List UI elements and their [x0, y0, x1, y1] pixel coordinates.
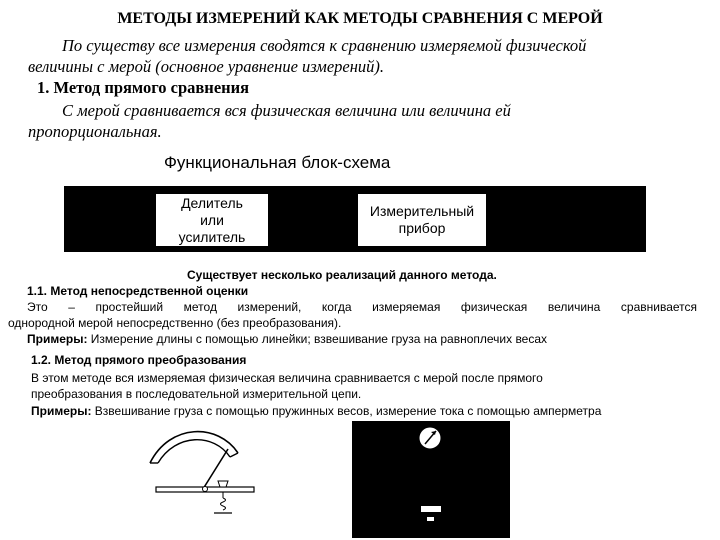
examples-text: Взвешивание груза с помощью пружинных весов, измерение тока с помощью амперметра	[91, 404, 602, 418]
scale-weight	[218, 481, 228, 487]
page-title: МЕТОДЫ ИЗМЕРЕНИЙ КАК МЕТОДЫ СРАВНЕНИЯ С МЕРОЙ	[117, 10, 603, 27]
spring-scale-illustration	[148, 425, 258, 525]
intro-line-2: величины с мерой (основное уравнение измерений).	[28, 57, 385, 76]
examples-label: Примеры:	[27, 332, 88, 346]
measuring-instrument-line-2: прибор	[398, 220, 446, 236]
spring-coil	[221, 498, 226, 510]
ammeter-terminal-small	[427, 517, 434, 521]
divider-amplifier-line-2: или	[200, 212, 224, 228]
divider-amplifier-line-1: Делитель	[181, 195, 243, 211]
subsection-1-2-examples	[31, 403, 601, 419]
scale-arc-end-right	[230, 453, 238, 457]
measuring-instrument-line-1: Измерительный	[369, 203, 475, 219]
scale-pivot	[203, 487, 208, 492]
examples-text: Измерение длины с помощью линейки; взвешивание груза на равноплечих весах	[87, 332, 548, 346]
ammeter-illustration	[352, 421, 510, 538]
scale-outer-arc	[150, 432, 238, 463]
section-1-heading: 1. Метод прямого сравнения	[37, 78, 250, 97]
ammeter-panel	[352, 421, 510, 538]
intro-line-1: По существу все измерения сводятся к сравнению измеряемой физической	[62, 36, 587, 55]
subsection-1-1-examples	[27, 331, 547, 347]
ammeter-terminal	[421, 506, 441, 512]
diagram-label: Функциональная блок-схема	[164, 153, 391, 172]
divider-amplifier-block	[156, 194, 268, 246]
examples-label: Примеры:	[31, 404, 92, 418]
measuring-instrument-block	[358, 194, 486, 246]
divider-amplifier-line-3: усилитель	[178, 229, 246, 245]
subsection-1-2-text-line-2: преобразования в последовательной измерительной цепи.	[31, 387, 362, 401]
scale-inner-arc	[158, 440, 230, 463]
subsection-1-1-heading: 1.1. Метод непосредственной оценки	[27, 284, 249, 298]
realizations-note: Существует несколько реализаций данного метода.	[187, 268, 497, 282]
subsection-1-1-text-line-1: Это – простейший метод измерений, когда измеряемая физическая величина сравнивается	[27, 300, 697, 314]
subsection-1-1-text-line-2: однородной мерой непосредственно (без преобразования).	[8, 316, 342, 330]
subsection-1-2-heading: 1.2. Метод прямого преобразования	[31, 353, 247, 367]
block-diagram	[64, 186, 646, 252]
section-1-line-1: С мерой сравнивается вся физическая величина или величина ей	[62, 101, 511, 120]
section-1-line-2: пропорциональная.	[28, 122, 162, 141]
subsection-1-2-text-line-1: В этом методе вся измеряемая физическая величина сравнивается с мерой после прямого	[31, 371, 543, 385]
